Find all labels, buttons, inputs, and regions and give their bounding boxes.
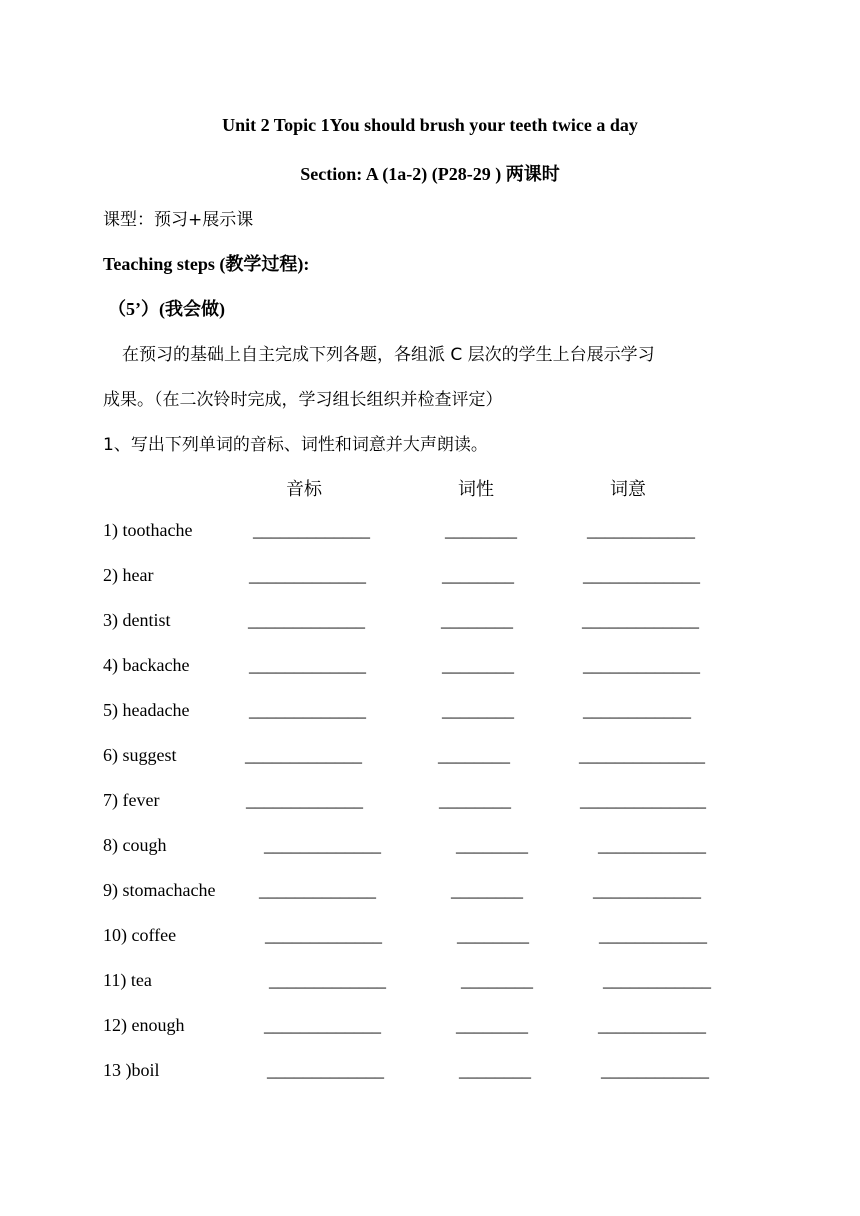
part-of-speech-blank[interactable]: ________ <box>456 835 528 855</box>
meaning-blank[interactable]: ____________ <box>603 970 711 990</box>
phonetic-blank[interactable]: _____________ <box>253 520 370 540</box>
part-of-speech-blank[interactable]: ________ <box>442 655 514 675</box>
vocab-word: 12) enough <box>103 1015 185 1035</box>
phonetic-blank[interactable]: _____________ <box>259 880 376 900</box>
task-heading: 1、写出下列单词的音标、词性和词意并大声朗读。 <box>103 435 488 455</box>
vocab-word: 10) coffee <box>103 925 177 945</box>
part-of-speech-blank[interactable]: ________ <box>438 745 510 765</box>
part-of-speech-blank[interactable]: ________ <box>445 520 517 540</box>
vocab-word: 3) dentist <box>103 610 171 630</box>
meaning-blank[interactable]: ____________ <box>593 880 701 900</box>
meaning-blank[interactable]: ____________ <box>598 1015 706 1035</box>
phonetic-blank[interactable]: _____________ <box>245 745 362 765</box>
vocab-word: 5) headache <box>103 700 190 720</box>
part-of-speech-blank[interactable]: ________ <box>459 1060 531 1080</box>
part-of-speech-blank[interactable]: ________ <box>439 790 511 810</box>
phonetic-blank[interactable]: _____________ <box>246 790 363 810</box>
document-title: Unit 2 Topic 1You should brush your teeth twice a day <box>222 115 638 135</box>
vocab-word: 8) cough <box>103 835 167 855</box>
vocab-word: 9) stomachache <box>103 880 216 900</box>
vocab-word: 6) suggest <box>103 745 177 765</box>
vocab-word: 2) hear <box>103 565 154 585</box>
part-of-speech-blank[interactable]: ________ <box>461 970 533 990</box>
meaning-blank[interactable]: ____________ <box>599 925 707 945</box>
column-header-part-of-speech: 词性 <box>458 479 494 500</box>
phonetic-blank[interactable]: _____________ <box>248 610 365 630</box>
vocab-word: 7) fever <box>103 790 160 810</box>
meaning-blank[interactable]: ____________ <box>587 520 695 540</box>
step-time: （5’）(我会做) <box>108 299 225 319</box>
phonetic-blank[interactable]: _____________ <box>265 925 382 945</box>
phonetic-blank[interactable]: _____________ <box>264 1015 381 1035</box>
phonetic-blank[interactable]: _____________ <box>264 835 381 855</box>
column-header-meaning: 词意 <box>610 479 646 500</box>
part-of-speech-blank[interactable]: ________ <box>451 880 523 900</box>
vocab-word: 13 )boil <box>103 1060 160 1080</box>
meaning-blank[interactable]: ____________ <box>583 700 691 720</box>
meaning-blank[interactable]: ______________ <box>580 790 706 810</box>
part-of-speech-blank[interactable]: ________ <box>457 925 529 945</box>
meaning-blank[interactable]: _____________ <box>583 655 700 675</box>
teaching-steps-heading: Teaching steps (教学过程): <box>103 254 310 274</box>
vocab-word: 11) tea <box>103 970 152 990</box>
instruction-line-2: 成果。（在二次铃时完成，学习组长组织并检查评定） <box>103 390 503 410</box>
part-of-speech-blank[interactable]: ________ <box>442 565 514 585</box>
meaning-blank[interactable]: ______________ <box>579 745 705 765</box>
meaning-blank[interactable]: ____________ <box>601 1060 709 1080</box>
vocab-word: 1) toothache <box>103 520 193 540</box>
column-header-phonetic: 音标 <box>286 479 322 500</box>
phonetic-blank[interactable]: _____________ <box>269 970 386 990</box>
meaning-blank[interactable]: _____________ <box>583 565 700 585</box>
part-of-speech-blank[interactable]: ________ <box>456 1015 528 1035</box>
phonetic-blank[interactable]: _____________ <box>249 565 366 585</box>
meaning-blank[interactable]: _____________ <box>582 610 699 630</box>
part-of-speech-blank[interactable]: ________ <box>441 610 513 630</box>
meaning-blank[interactable]: ____________ <box>598 835 706 855</box>
phonetic-blank[interactable]: _____________ <box>249 655 366 675</box>
vocab-word: 4) backache <box>103 655 190 675</box>
phonetic-blank[interactable]: _____________ <box>267 1060 384 1080</box>
lesson-type: 课型：预习+展示课 <box>103 210 254 230</box>
section-line: Section: A (1a-2) (P28-29 ) 两课时 <box>300 164 560 184</box>
phonetic-blank[interactable]: _____________ <box>249 700 366 720</box>
instruction-line-1: 在预习的基础上自主完成下列各题，各组派 C 层次的学生上台展示学习 <box>122 345 655 365</box>
part-of-speech-blank[interactable]: ________ <box>442 700 514 720</box>
